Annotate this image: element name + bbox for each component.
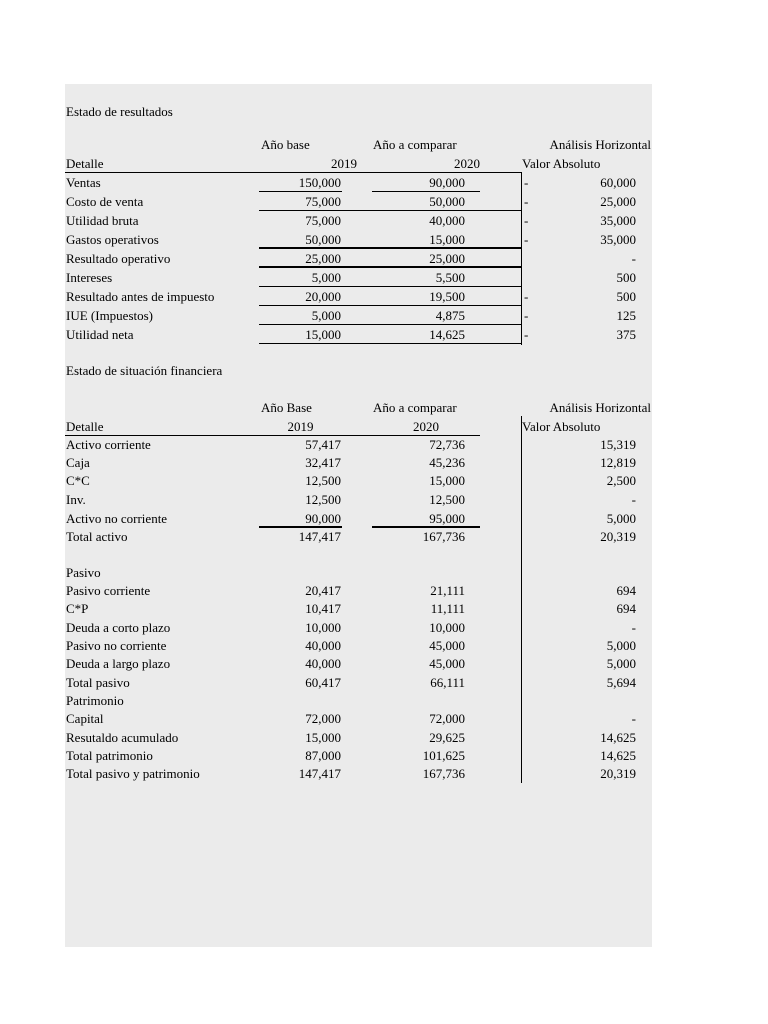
balance-base-label: Año Base bbox=[261, 400, 312, 415]
base-value: 40,000 bbox=[305, 638, 341, 653]
compare-value: 167,736 bbox=[422, 529, 465, 544]
base-value: 57,417 bbox=[305, 437, 341, 452]
sign-value: - bbox=[524, 175, 529, 190]
compare-value: 45,000 bbox=[429, 656, 465, 671]
row-label: C*C bbox=[66, 473, 90, 488]
balance-column-divider bbox=[521, 416, 522, 783]
cell-underline bbox=[259, 324, 521, 325]
row-label: Total pasivo y patrimonio bbox=[66, 766, 200, 781]
row-label: Ventas bbox=[66, 175, 101, 190]
abs-value: 15,319 bbox=[600, 437, 636, 452]
compare-value: 45,000 bbox=[429, 638, 465, 653]
compare-value: 12,500 bbox=[429, 492, 465, 507]
sign-value: - bbox=[524, 213, 529, 228]
balance-compare-label: Año a comparar bbox=[373, 400, 457, 415]
compare-value: 72,736 bbox=[429, 437, 465, 452]
abs-value: 35,000 bbox=[600, 213, 636, 228]
base-value: 12,500 bbox=[305, 492, 341, 507]
sign-value: - bbox=[524, 194, 529, 209]
base-value: 15,000 bbox=[305, 730, 341, 745]
cell-underline bbox=[259, 247, 521, 249]
abs-value: 694 bbox=[616, 583, 636, 598]
compare-value: 90,000 bbox=[429, 175, 465, 190]
base-value: 50,000 bbox=[305, 232, 341, 247]
balance-header-rule bbox=[65, 435, 480, 436]
abs-value: - bbox=[631, 711, 636, 726]
abs-value: 20,319 bbox=[600, 766, 636, 781]
base-value: 147,417 bbox=[298, 766, 341, 781]
compare-value: 15,000 bbox=[429, 473, 465, 488]
abs-value: 500 bbox=[616, 289, 636, 304]
row-label: Total patrimonio bbox=[66, 748, 153, 763]
row-label: Gastos operativos bbox=[66, 232, 159, 247]
abs-value: 14,625 bbox=[600, 748, 636, 763]
row-label: IUE (Impuestos) bbox=[66, 308, 154, 323]
compare-value: 95,000 bbox=[429, 511, 465, 526]
row-label: Resutaldo acumulado bbox=[66, 730, 179, 745]
income-header-rule bbox=[65, 172, 522, 173]
abs-value: 375 bbox=[616, 327, 636, 342]
abs-value: 2,500 bbox=[606, 473, 636, 488]
base-value: 60,417 bbox=[305, 675, 341, 690]
cell-underline bbox=[259, 191, 342, 192]
row-label: Resultado antes de impuesto bbox=[66, 289, 215, 304]
base-value: 20,417 bbox=[305, 583, 341, 598]
balance-analysis-label: Análisis Horizontal bbox=[549, 400, 651, 415]
income-compare-year: 2020 bbox=[454, 156, 480, 171]
abs-value: 5,000 bbox=[606, 511, 636, 526]
base-value: 150,000 bbox=[298, 175, 341, 190]
base-value: 75,000 bbox=[305, 213, 341, 228]
cell-underline bbox=[259, 305, 521, 306]
compare-value: 50,000 bbox=[429, 194, 465, 209]
compare-value: 11,111 bbox=[430, 601, 465, 616]
base-value: 75,000 bbox=[305, 194, 341, 209]
cell-underline bbox=[259, 286, 521, 287]
abs-value: 25,000 bbox=[600, 194, 636, 209]
abs-value: - bbox=[631, 492, 636, 507]
compare-value: 10,000 bbox=[429, 620, 465, 635]
row-label: Pasivo bbox=[66, 565, 101, 580]
abs-value: 5,000 bbox=[606, 638, 636, 653]
row-label: Costo de venta bbox=[66, 194, 144, 209]
balance-detail-header: Detalle bbox=[66, 419, 104, 434]
base-value: 87,000 bbox=[305, 748, 341, 763]
abs-value: 500 bbox=[616, 270, 636, 285]
compare-value: 72,000 bbox=[429, 711, 465, 726]
sign-value: - bbox=[524, 289, 529, 304]
compare-value: 101,625 bbox=[422, 748, 465, 763]
row-label: Intereses bbox=[66, 270, 113, 285]
income-abs-header: Valor Absoluto bbox=[522, 156, 601, 171]
base-value: 72,000 bbox=[305, 711, 341, 726]
cell-underline bbox=[259, 210, 521, 211]
balance-base-year: 2019 bbox=[287, 419, 314, 434]
cell-underline bbox=[259, 343, 521, 344]
compare-value: 4,875 bbox=[435, 308, 465, 323]
compare-value: 45,236 bbox=[429, 455, 465, 470]
row-label: Patrimonio bbox=[66, 693, 124, 708]
row-label: Utilidad neta bbox=[66, 327, 134, 342]
abs-value: 20,319 bbox=[600, 529, 636, 544]
compare-value: 5,500 bbox=[435, 270, 465, 285]
base-value: 10,000 bbox=[305, 620, 341, 635]
compare-value: 66,111 bbox=[430, 675, 465, 690]
row-label: Pasivo no corriente bbox=[66, 638, 167, 653]
sign-value: - bbox=[524, 232, 529, 247]
row-label: Activo no corriente bbox=[66, 511, 168, 526]
base-value: 15,000 bbox=[305, 327, 341, 342]
income-column-divider bbox=[521, 172, 522, 345]
base-value: 25,000 bbox=[305, 251, 341, 266]
row-label: Deuda a corto plazo bbox=[66, 620, 171, 635]
base-value: 12,500 bbox=[305, 473, 341, 488]
balance-title: Estado de situación financiera bbox=[66, 363, 223, 378]
row-label: Activo corriente bbox=[66, 437, 151, 452]
compare-value: 167,736 bbox=[422, 766, 465, 781]
balance-compare-year: 2020 bbox=[413, 419, 439, 434]
compare-value: 14,625 bbox=[429, 327, 465, 342]
compare-value: 15,000 bbox=[429, 232, 465, 247]
compare-value: 29,625 bbox=[429, 730, 465, 745]
income-compare-label: Año a comparar bbox=[373, 137, 457, 152]
abs-value: - bbox=[631, 620, 636, 635]
base-value: 40,000 bbox=[305, 656, 341, 671]
abs-value: 14,625 bbox=[600, 730, 636, 745]
abs-value: 694 bbox=[616, 601, 636, 616]
compare-value: 21,111 bbox=[430, 583, 465, 598]
base-value: 5,000 bbox=[311, 270, 341, 285]
base-value: 32,417 bbox=[305, 455, 341, 470]
abs-value: 35,000 bbox=[600, 232, 636, 247]
sign-value: - bbox=[524, 308, 529, 323]
compare-value: 19,500 bbox=[429, 289, 465, 304]
abs-value: - bbox=[631, 251, 636, 266]
row-label: Capital bbox=[66, 711, 104, 726]
cell-underline bbox=[372, 191, 480, 192]
income-detail-header: Detalle bbox=[66, 156, 104, 171]
base-value: 10,417 bbox=[305, 601, 341, 616]
balance-abs-header: Valor Absoluto bbox=[522, 419, 601, 434]
row-label: Total pasivo bbox=[66, 675, 130, 690]
compare-value: 40,000 bbox=[429, 213, 465, 228]
income-analysis-label: Análisis Horizontal bbox=[549, 137, 651, 152]
abs-value: 12,819 bbox=[600, 455, 636, 470]
abs-value: 60,000 bbox=[600, 175, 636, 190]
abs-value: 125 bbox=[616, 308, 636, 323]
abs-value: 5,000 bbox=[606, 656, 636, 671]
sign-value: - bbox=[524, 327, 529, 342]
row-label: Resultado operativo bbox=[66, 251, 171, 266]
row-label: Deuda a largo plazo bbox=[66, 656, 171, 671]
compare-value: 25,000 bbox=[429, 251, 465, 266]
row-label: Caja bbox=[66, 455, 90, 470]
base-value: 5,000 bbox=[311, 308, 341, 323]
base-value: 20,000 bbox=[305, 289, 341, 304]
row-label: Pasivo corriente bbox=[66, 583, 151, 598]
base-value: 147,417 bbox=[298, 529, 341, 544]
cell-underline bbox=[259, 266, 521, 268]
income-base-year: 2019 bbox=[331, 156, 357, 171]
base-value: 90,000 bbox=[305, 511, 341, 526]
row-label: Inv. bbox=[66, 492, 86, 507]
income-base-label: Año base bbox=[261, 137, 310, 152]
row-label: Total activo bbox=[66, 529, 128, 544]
row-label: C*P bbox=[66, 601, 89, 616]
abs-value: 5,694 bbox=[606, 675, 636, 690]
income-title: Estado de resultados bbox=[66, 104, 173, 119]
row-label: Utilidad bruta bbox=[66, 213, 139, 228]
